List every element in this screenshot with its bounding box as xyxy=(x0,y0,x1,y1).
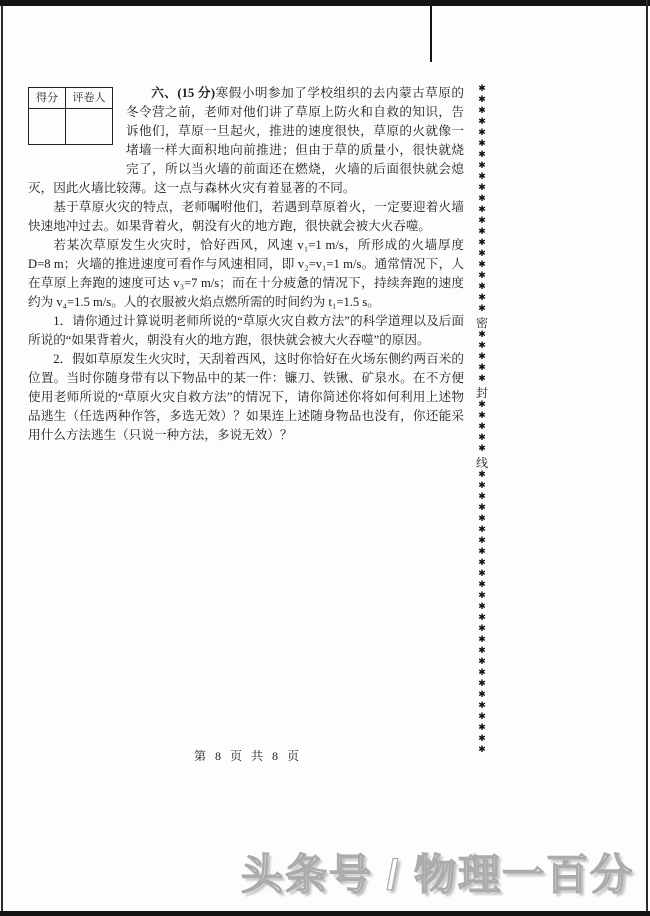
page-footer: 第 8 页 共 8 页 xyxy=(193,749,302,763)
seal-line-dot: ✱ xyxy=(478,558,486,568)
seal-line-dot: ✱ xyxy=(478,679,486,689)
seal-line-dot: ✱ xyxy=(478,580,486,590)
seal-line-dot: ✱ xyxy=(478,624,486,634)
paragraph-self-rescue-method: 基于草原火灾的特点，老师嘱咐他们，若遇到草原着火，一定要迎着火墙快速地冲过去。如果背着火，朝没有火的地方跑，很快就会被大火吞噬。 xyxy=(28,200,464,233)
seal-line-dot: ✱ xyxy=(478,205,486,215)
seal-line-dot: ✱ xyxy=(478,712,486,722)
seal-line-dot: ✱ xyxy=(478,514,486,524)
seal-line-dot: ✱ xyxy=(478,591,486,601)
seal-line-dot: ✱ xyxy=(478,117,486,127)
seal-line-dot: ✱ xyxy=(478,271,486,281)
seal-line-dot: ✱ xyxy=(478,470,486,480)
seal-line-dot: ✱ xyxy=(478,657,486,667)
seal-line-dot: ✱ xyxy=(478,260,486,270)
problem-intro: 寒假小明参加了学校组织的去内蒙古草原的冬令营之前，老师对他们讲了草原上防火和自救的知识，告诉他们，草原一旦起火，推进的速度很快，草原的火就像一堵墙一样大面积地向前推进；但由于草的质量小，很快就烧完了，所以当火墙的前面还在燃烧，火墙的后面很快就会熄灭，因此火墙比较薄。这一点与森林火灾有着显著的不同。 xyxy=(28,86,464,195)
seal-line-dot: ✱ xyxy=(478,106,486,116)
page-left-border xyxy=(1,5,3,916)
seal-line-char: 封 xyxy=(475,386,488,400)
seal-line-dot: ✱ xyxy=(478,525,486,535)
seal-line-dot: ✱ xyxy=(478,128,486,138)
score-table-header-row xyxy=(29,88,113,109)
seal-line-dot: ✱ xyxy=(478,635,486,645)
seal-line-dot: ✱ xyxy=(478,374,486,384)
seal-line-dot: ✱ xyxy=(478,602,486,612)
seal-line-dot: ✱ xyxy=(478,646,486,656)
score-cell-grader xyxy=(66,109,113,145)
page-right-border xyxy=(646,0,648,916)
seal-line-dot: ✱ xyxy=(478,161,486,171)
problem-text-block xyxy=(28,84,464,445)
seal-line-dot: ✱ xyxy=(478,444,486,454)
seal-line-dot: ✱ xyxy=(478,194,486,204)
score-header-score: 得分 xyxy=(29,88,66,109)
top-edge-bar xyxy=(0,0,650,6)
seal-line-dot: ✱ xyxy=(478,723,486,733)
seal-line-dot: ✱ xyxy=(478,690,486,700)
score-cell-score xyxy=(29,109,66,145)
seal-line-dot: ✱ xyxy=(478,282,486,292)
seal-line-char: 密 xyxy=(475,316,488,330)
seal-line-dot: ✱ xyxy=(478,352,486,362)
seal-line-dot: ✱ xyxy=(478,503,486,513)
seal-line-dot: ✱ xyxy=(478,492,486,502)
seal-line-dot: ✱ xyxy=(478,84,486,94)
seal-line-dot: ✱ xyxy=(478,249,486,259)
seal-line-dot: ✱ xyxy=(478,668,486,678)
seal-line-dot: ✱ xyxy=(478,569,486,579)
score-table-blank-row xyxy=(29,109,113,145)
seal-line-dot: ✱ xyxy=(478,734,486,744)
seal-line-dot: ✱ xyxy=(478,95,486,105)
paragraph-physics-data: 若某次草原发生火灾时，恰好西风，风速 v₁=1 m/s，所形成的火墙厚度 D=8 m；火墙的推进速度可看作与风速相同，即 v₂=v₁=1 m/s。通常情况下，人在草原上奔跑的速度可达 v₃=7 m/s；而在十分疲惫的情况下，持续奔跑的速度约为 v₄=1.5 m/s。人的衣服被火焰点燃所需的时间约为 t₁=1.5 s。 xyxy=(28,238,464,309)
seal-line-dot: ✱ xyxy=(478,547,486,557)
seal-line-dot: ✱ xyxy=(478,139,486,149)
seal-line-dot: ✱ xyxy=(478,701,486,711)
seal-line-dot: ✱ xyxy=(478,150,486,160)
watermark: 头条号 / 物理一百分 xyxy=(240,851,634,898)
seal-line-dot: ✱ xyxy=(478,613,486,623)
seal-line-dot: ✱ xyxy=(478,293,486,303)
seal-line-dot: ✱ xyxy=(478,536,486,546)
question-1: 1．请你通过计算说明老师所说的“草原火灾自救方法”的科学道理以及后面所说的“如果背着火，朝没有火的地方跑，很快就会被大火吞噬”的原因。 xyxy=(28,314,464,347)
seal-line-dot: ✱ xyxy=(478,433,486,443)
bottom-edge-bar xyxy=(0,911,650,916)
seal-line xyxy=(471,84,493,756)
score-table xyxy=(28,87,113,145)
seal-line-char: 线 xyxy=(475,456,488,470)
seal-line-dot: ✱ xyxy=(478,422,486,432)
seal-line-dot: ✱ xyxy=(478,304,486,314)
seal-line-dot: ✱ xyxy=(478,330,486,340)
scan-artifact-line xyxy=(430,5,432,62)
score-header-grader: 评卷人 xyxy=(66,88,113,109)
question-2: 2．假如草原发生火灾时，天刮着西风，这时你恰好在火场东侧约两百米的位置。当时你随身带有以下物品中的某一件：镰刀、铁锹、矿泉水。在不方便使用老师所说的“草原火灾自救方法”的情况下，请你简述你将如何利用上述物品逃生（任选两种作答，多选无效）？如果连上述随身物品也没有，你还能采用什么方法逃生（只说一种方法，多说无效）？ xyxy=(28,352,464,442)
seal-line-dot: ✱ xyxy=(478,745,486,755)
seal-line-dot: ✱ xyxy=(478,341,486,351)
seal-line-dot: ✱ xyxy=(478,400,486,410)
seal-line-dot: ✱ xyxy=(478,216,486,226)
seal-line-dot: ✱ xyxy=(478,238,486,248)
seal-line-dot: ✱ xyxy=(478,481,486,491)
seal-line-dot: ✱ xyxy=(478,183,486,193)
seal-line-dot: ✱ xyxy=(478,411,486,421)
seal-line-dot: ✱ xyxy=(478,227,486,237)
seal-line-dot: ✱ xyxy=(478,363,486,373)
problem-number: 六、(15 分) xyxy=(151,86,216,100)
seal-line-dot: ✱ xyxy=(478,172,486,182)
